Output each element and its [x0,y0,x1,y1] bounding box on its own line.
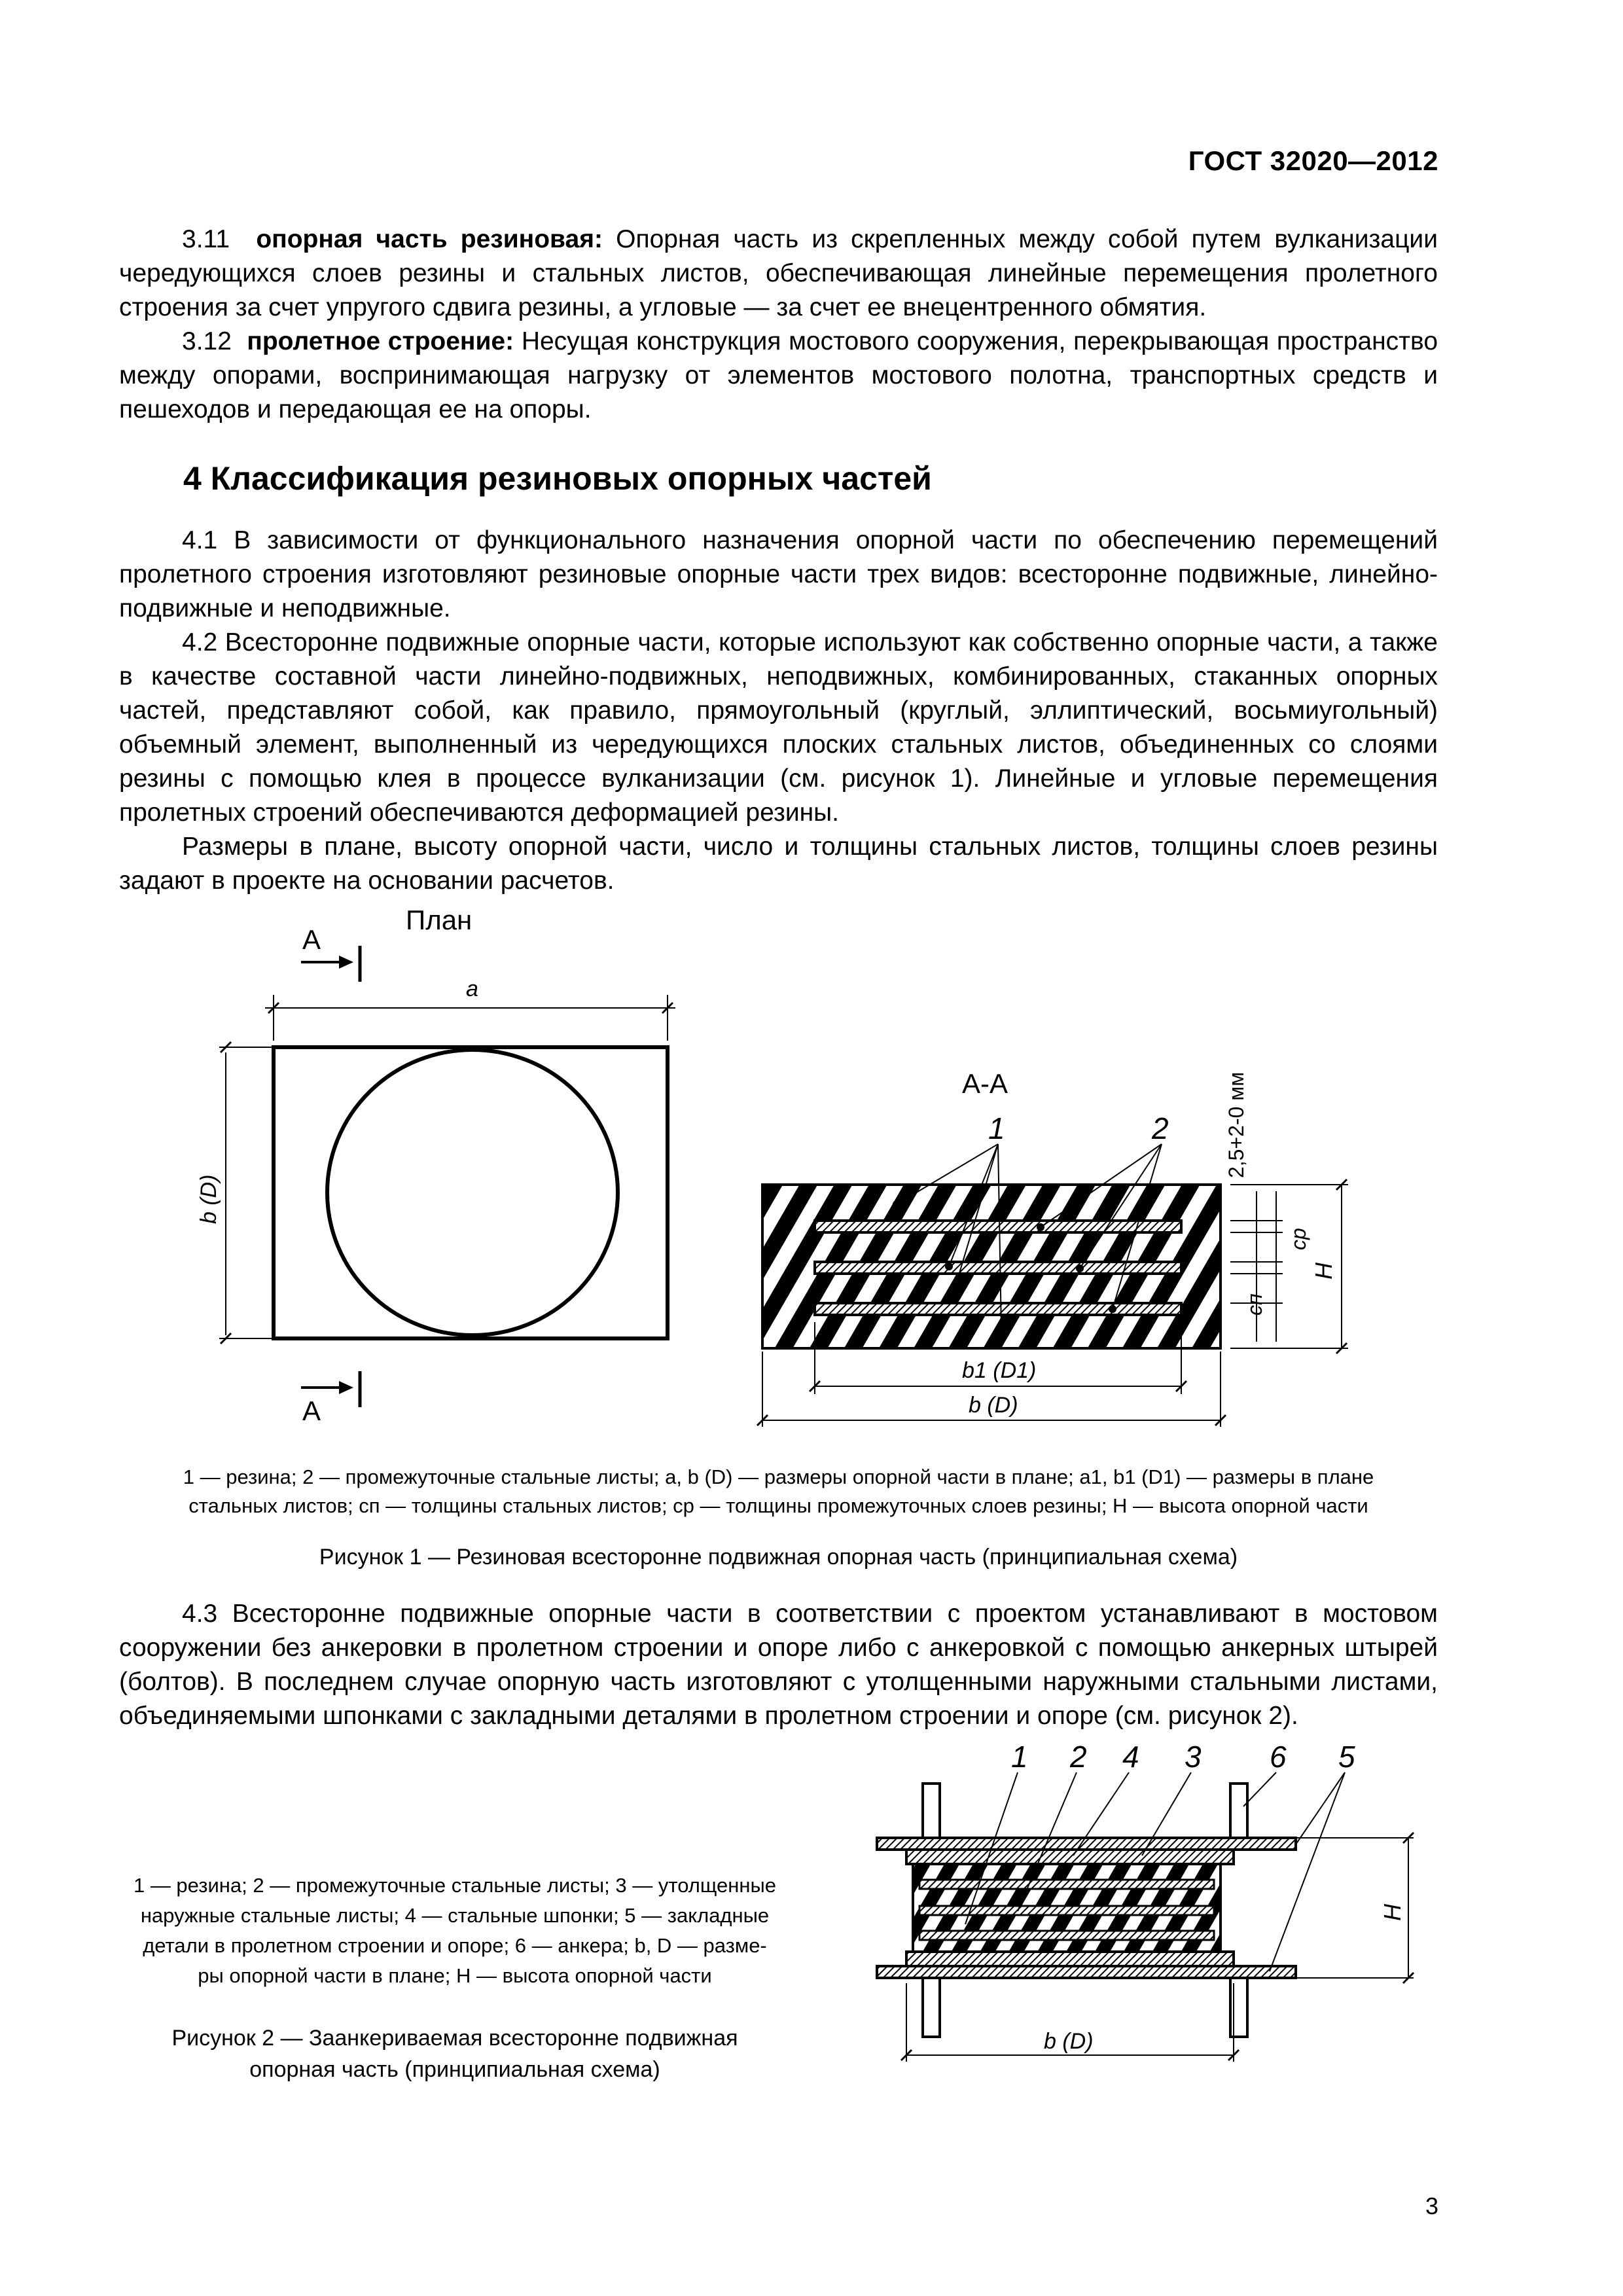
section-mark-bottom: А [302,1395,321,1426]
standard-designation: ГОСТ 32020—2012 [1188,145,1438,176]
dim-bD-section: b (D) [969,1393,1018,1418]
figure-1-caption: Рисунок 1 — Резиновая всесторонне подвижная опорная часть (принципиальная схема) [319,1545,1238,1570]
clause-3-11-number: 3.11 [182,225,230,253]
figure-2-caption-line-2: опорная часть (принципиальная схема) [249,2057,660,2082]
steel-sheet-3 [815,1303,1181,1315]
fig2-callout-1: 1 [1011,1740,1028,1774]
paragraph-4-3-block [119,1597,1438,1733]
anchor-bottom-left [923,1978,940,2037]
dim-cp: cр [1287,1228,1310,1250]
embedded-plate-top [877,1838,1296,1850]
figure-2-legend-line-4: ры опорной части в плане; H — высота опорной части [198,1964,712,1987]
dim-a-label: a [466,977,478,1001]
fig2-dim-bD: b (D) [1044,2029,1094,2054]
figure-2-legend-line-3: детали в пролетном строении и опоре; 6 — анкера; b, D — разме- [143,1934,767,1957]
paragraph-4-2-continued: Размеры в плане, высоту опорной части, число и толщины стальных листов, толщины слоев резины задают в проекте на основании расчетов. [119,833,1438,895]
plan-outline [274,1047,668,1338]
fig2-dim-H: H [1379,1904,1406,1921]
clause-3-12 [119,325,1438,427]
paragraph-4-2: 4.2 Всесторонне подвижные опорные части, которые используют как собственно опорные части, а также в качестве составной части линейно-подвижных, неподвижных, комбинированных, стаканных опорных частей, представляют собой, как правило, прямоугольный (круглый, эллиптический, восьмиугольный) объемный элемент, выполненный из чередующихся плоских стальных листов, объединенных со слоями резины с помощью клея в процессе вулканизации (см. рисунок 1). Линейные и угловые перемещения пролетных строений обеспечиваются деформацией резины. [119,628,1438,827]
steel-sheet-1 [815,1221,1181,1232]
page-number: 3 [1425,2193,1438,2219]
plan-label: План [406,905,473,935]
figure-2-caption [111,2022,798,2085]
clause-3-12-text: Несущая конструкция мостового сооружения, перекрывающая пространство между опорами, воспринимающая нагрузку от элементов мостового полотна, транспортных средств и пешеходов и передающая ее на опоры. [119,327,1438,423]
figure-2-legend [111,1871,798,1991]
figure-1-legend-line-1: 1 — резина; 2 — промежуточные стальные листы; a, b (D) — размеры опорной части в плане; a1, b1 (D1) — размеры в плане [183,1465,1374,1488]
clause-3-12-number: 3.12 [182,327,232,355]
fig2-callout-6: 6 [1270,1740,1287,1774]
clause-3-11 [119,223,1438,325]
figure-1-legend-line-2: стальных листов; cп — толщины стальных листов; cр — толщины промежуточных слоев резины; H — высота опорной части [188,1494,1368,1517]
clause-3-11-term: опорная часть резиновая: [256,225,603,253]
section-label: А-А [962,1068,1008,1099]
figure-2-legend-line-2: наружные стальные листы; 4 — стальные шпонки; 5 — закладные [140,1904,770,1927]
callout-1: 1 [988,1111,1005,1145]
figure-1-drawing [0,884,1623,1460]
clause-3-12-term: пролетное строение: [247,327,514,355]
outer-sheet-bottom [906,1952,1234,1966]
section-mark-top: А [302,924,321,955]
fig2-callout-3: 3 [1185,1740,1202,1774]
outer-sheet-top [906,1850,1234,1864]
figure-2-caption-line-1: Рисунок 2 — Заанкериваемая всесторонне подвижная [171,2026,738,2051]
clause-3-11-text: Опорная часть из скрепленных между собой путем вулканизации чередующихся слоев резины и стальных листов, обеспечивающая линейные перемещения пролетного строения за счет упругого сдвига резины, а угловые — за счет ее внецентренного обмятия. [119,225,1438,321]
dim-cn: cп [1243,1293,1266,1316]
fig2-callout-5: 5 [1338,1740,1355,1774]
anchor-bottom-right [1230,1978,1247,2037]
definitions-block [119,223,1438,427]
figure-2-drawing [851,1728,1440,2094]
paragraph-4-3: 4.3 Всесторонне подвижные опорные части в соответствии с проектом устанавливают в мостовом сооружении без анкеровки в пролетном строении и опоре либо с анкеровкой с помощью анкерных штырей (болтов). В последнем случае опорную часть изготовляют с утолщенными наружными стальными листами, объединяемыми шпонками с закладными деталями в пролетном строении и опоре (см. рисунок 2). [119,1600,1438,1730]
dim-thickness-label: 2,5+2-0 мм [1224,1071,1248,1178]
figure-1-legend [119,1463,1438,1520]
paragraph-4-1: 4.1 В зависимости от функционального назначения опорной части по обеспечению перемещений пролетного строения изготовляют резиновые опорные части трех видов: всесторонне подвижные, линейно-подвижные и неподвижные. [119,526,1438,622]
fig2-callout-4: 4 [1122,1740,1139,1774]
callout-2: 2 [1152,1111,1169,1145]
dim-H-section: H [1310,1263,1337,1280]
dim-bD-vertical: b (D) [196,1174,221,1224]
section-4-heading: 4 Классификация резиновых опорных частей [183,460,932,497]
dim-b1D1: b1 (D1) [962,1358,1037,1383]
figure-2-legend-line-1: 1 — резина; 2 — промежуточные стальные листы; 3 — утолщенные [133,1874,777,1897]
section-4-body [119,524,1438,898]
fig2-callout-2: 2 [1070,1740,1087,1774]
embedded-plate-bottom [877,1966,1296,1978]
